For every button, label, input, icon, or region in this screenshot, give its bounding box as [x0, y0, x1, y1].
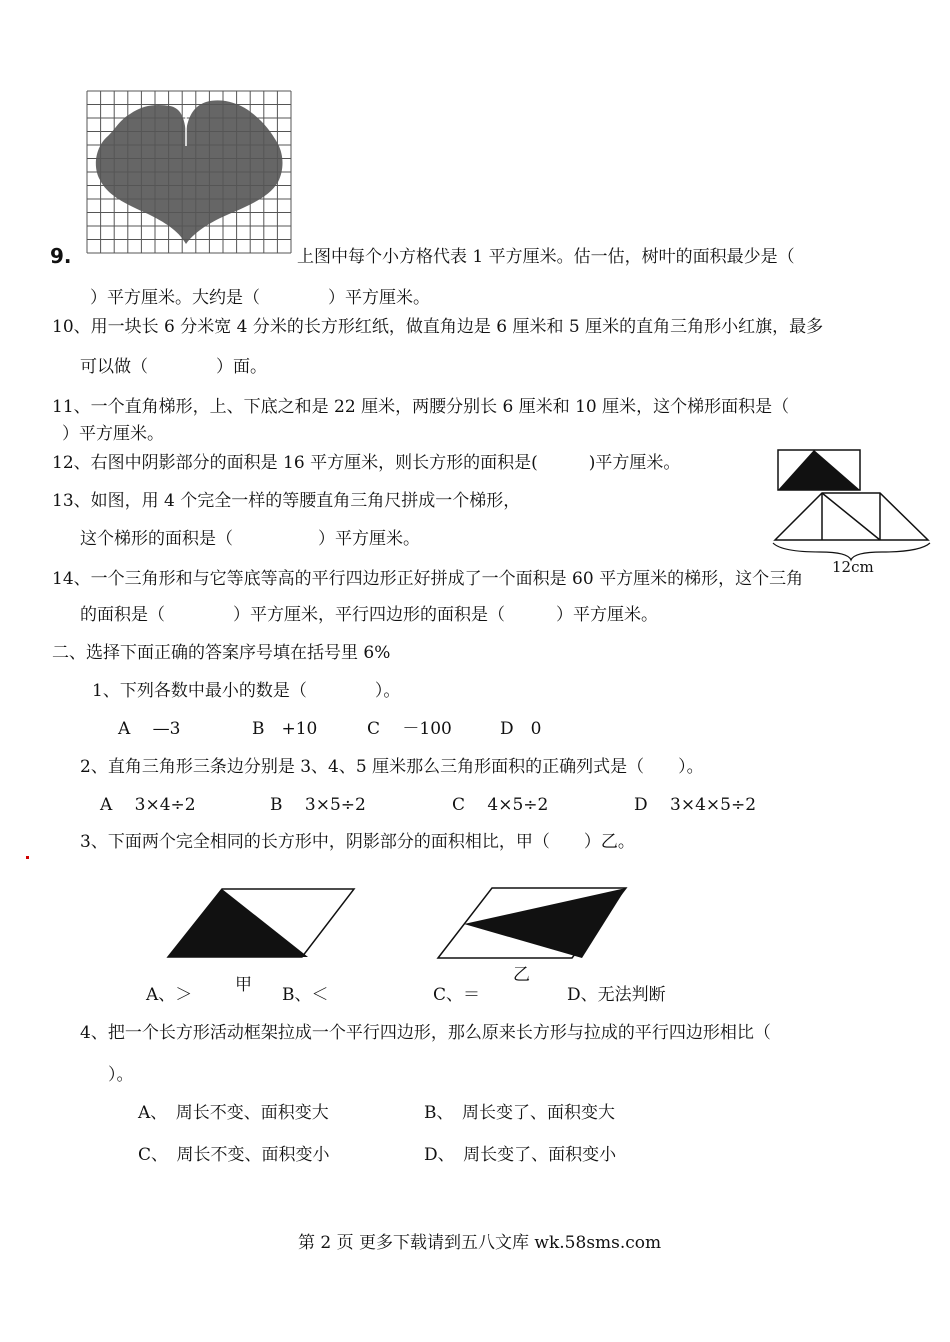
q11-line2: ）平方厘米。 — [62, 424, 164, 444]
q12-line1: 12、右图中阴影部分的面积是 16 平方厘米，则长方形的面积是( )平方厘米。 — [52, 453, 681, 473]
c3-figure-jia — [166, 887, 358, 961]
c1-option-a: A —3 — [118, 719, 181, 739]
c3-figure-yi — [436, 886, 630, 962]
leaf-shape — [96, 100, 283, 244]
c4-line1: 4、把一个长方形活动框架拉成一个平行四边形，那么原来长方形与拉成的平行四边形相比（ — [80, 1023, 771, 1043]
c4-option-a: A、 周长不变、面积变大 — [138, 1103, 329, 1123]
leaf-grid-figure — [86, 90, 292, 254]
c1-option-b: B +10 — [252, 719, 318, 739]
q10-line2: 可以做（ ）面。 — [80, 357, 267, 377]
c2-option-d: D 3×4×5÷2 — [634, 795, 757, 815]
q10-line1: 10、用一块长 6 分米宽 4 分米的长方形红纸，做直角边是 6 厘米和 5 厘米的直角三角形小红旗，最多 — [52, 317, 824, 337]
page-footer: 第 2 页 更多下载请到五八文库 wk.58sms.com — [298, 1233, 662, 1253]
c2-option-a: A 3×4÷2 — [100, 795, 196, 815]
q14-line1: 14、一个三角形和与它等底等高的平行四边形正好拼成了一个面积是 60 平方厘米的梯形，这个三角 — [52, 569, 804, 589]
q9-line2: ）平方厘米。大约是（ ）平方厘米。 — [90, 288, 430, 308]
c2-option-c: C 4×5÷2 — [452, 795, 549, 815]
q13-line1: 13、如图，用 4 个完全一样的等腰直角三角尺拼成一个梯形， — [52, 491, 521, 511]
c4-option-c: C、 周长不变、面积变小 — [138, 1145, 330, 1165]
q12-rectangle-figure — [777, 449, 863, 493]
stray-mark — [26, 856, 29, 859]
c3-question: 3、下面两个完全相同的长方形中，阴影部分的面积相比，甲（ ）乙。 — [80, 832, 635, 852]
c4-option-d: D、 周长变了、面积变小 — [424, 1145, 617, 1165]
c1-question: 1、下列各数中最小的数是（ ）。 — [92, 681, 401, 701]
c3-option-a: A、＞ — [146, 985, 193, 1005]
q13-line2: 这个梯形的面积是（ ）平方厘米。 — [80, 529, 420, 549]
q11-line1: 11、一个直角梯形，上、下底之和是 22 厘米，两腰分别长 6 厘米和 10 厘米，这个梯形面积是（ — [52, 397, 790, 417]
q9-number: 9. — [50, 244, 72, 268]
q9-line1: 上图中每个小方格代表 1 平方厘米。估一估，树叶的面积最少是（ — [297, 247, 795, 267]
q14-line2: 的面积是（ ）平方厘米，平行四边形的面积是（ ）平方厘米。 — [80, 605, 658, 625]
c3-option-d: D、无法判断 — [567, 985, 666, 1005]
c3-label-jia: 甲 — [235, 975, 252, 995]
c4-line2: ）。 — [108, 1065, 134, 1085]
c1-option-c: C －100 — [367, 719, 452, 739]
c2-question: 2、直角三角形三条边分别是 3、4、5 厘米那么三角形面积的正确列式是（ ）。 — [80, 757, 704, 777]
c3-option-b: B、＜ — [282, 985, 329, 1005]
section2-title: 二、选择下面正确的答案序号填在括号里 6% — [52, 643, 391, 663]
c3-label-yi: 乙 — [513, 965, 530, 985]
q13-figure-label: 12cm — [832, 558, 874, 576]
c2-option-b: B 3×5÷2 — [270, 795, 366, 815]
c3-option-c: C、＝ — [433, 985, 481, 1005]
c1-option-d: D 0 — [500, 719, 542, 739]
c4-option-b: B、 周长变了、面积变大 — [424, 1103, 615, 1123]
